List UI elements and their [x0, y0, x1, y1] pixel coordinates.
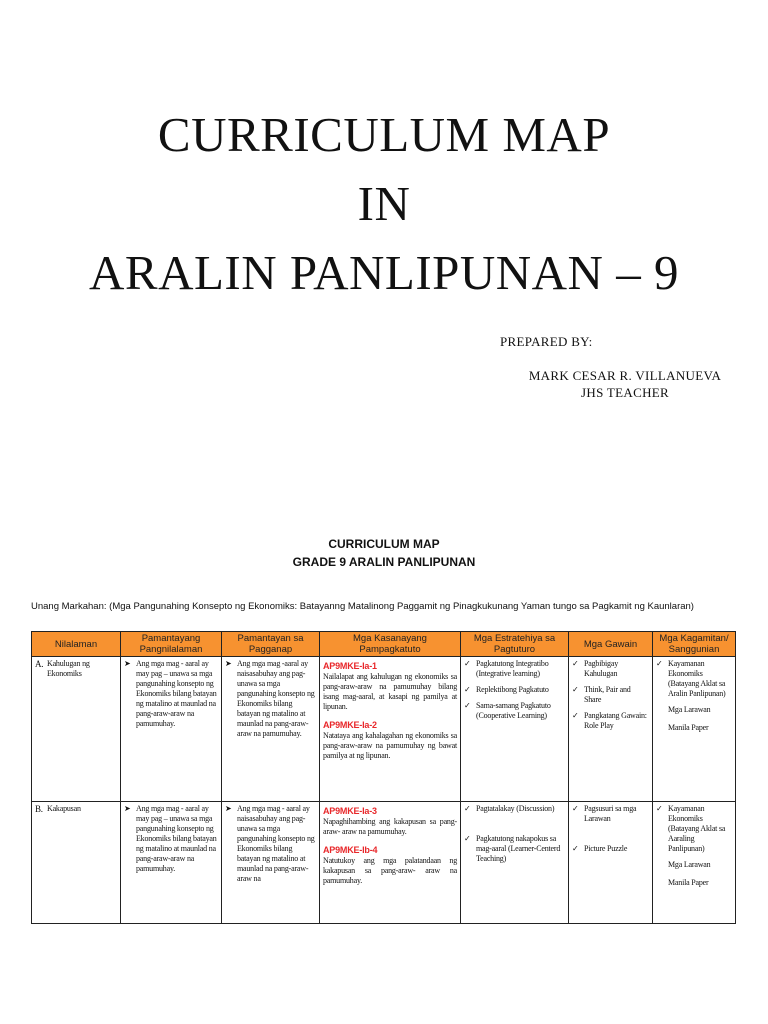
resource-item: Manila Paper [668, 723, 709, 732]
competencies-cell [320, 657, 461, 802]
header-pamantayang-pangnilalaman: Pamantayang Pangnilalaman [121, 632, 222, 657]
competency-text: Natutukoy ang mga palatandaan ng kakapusan sa pang-araw- araw na pamumuhay. [323, 856, 457, 885]
check-icon: ✓ [572, 659, 579, 668]
strategy-item: Pagkatutong Integratibo (Integrative learning) [476, 659, 549, 678]
performance-standard-text: Ang mga mag - aaral ay naisasabuhay ang pag-unawa sa mga pangunahing konsepto ng Ekonomiks bilang batayan ng matalino at maunlad na pang-araw-araw na [237, 804, 315, 883]
topic-letter: B. [35, 804, 43, 814]
arrow-bullet-icon: ➤ [225, 659, 232, 668]
header-kasanayang-pampagkatuto: Mga Kasanayang Pampagkatuto [320, 632, 461, 657]
competency-text: Natataya ang kahalagahan ng ekonomiks sa pang-araw-araw na pamumuhay ng bawat pamilya at ng lipunan. [323, 731, 457, 760]
strategy-item: Replektibong Pagkatuto [476, 685, 549, 694]
competencies-cell [320, 802, 461, 924]
competency-text: Napaghihambing ang kakapusan sa pang-araw- araw na pamumuhay. [323, 817, 457, 836]
content-standard-cell [121, 802, 222, 924]
arrow-bullet-icon: ➤ [225, 804, 232, 813]
topic-label: Kahulugan ng Ekonomiks [47, 659, 90, 678]
strategies-cell [461, 802, 569, 924]
topic-label: Kakapusan [47, 804, 81, 813]
prepared-by-label: PREPARED BY: [500, 334, 593, 349]
competency-code: AP9MKE-Ia-1 [323, 661, 377, 671]
content-standard-text: Ang mga mag - aaral ay may pag – unawa sa mga pangunahing konsepto ng Ekonomiks bilang batayan ng matalino at maunlad na pang-araw-araw na pamumuhay. [136, 804, 217, 873]
topic-letter: A. [35, 659, 44, 669]
resource-item: Mga Larawan [668, 705, 711, 714]
topic-cell [32, 802, 121, 924]
check-icon: ✓ [572, 804, 579, 813]
cover-title [0, 100, 768, 307]
check-icon: ✓ [464, 701, 471, 710]
check-icon: ✓ [572, 844, 579, 853]
strategy-item: Pagtatalakay (Discussion) [476, 804, 555, 813]
document-subtitle: GRADE 9 ARALIN PANLIPUNAN [292, 555, 476, 569]
check-icon: ✓ [572, 711, 579, 720]
curriculum-table [31, 631, 736, 924]
table-header-row [32, 632, 736, 657]
cover-title-line-3: ARALIN PANLIPUNAN – 9 [89, 245, 679, 300]
topic-cell [32, 657, 121, 802]
strategy-item: Pagkatutong nakapokus sa mag-aaral (Learner-Centerd Teaching) [476, 834, 561, 863]
activity-item: Pagbibigay Kahulugan [584, 659, 618, 678]
content-standard-cell [121, 657, 222, 802]
strategy-item: Sama-samang Pagkatuto (Cooperative Learning) [476, 701, 551, 720]
arrow-bullet-icon: ➤ [124, 659, 131, 668]
quarter-description: Unang Markahan: (Mga Pangunahing Konsepto ng Ekonomiks: Batayanng Matalinong Paggamit ng Pinagkukunang Yaman tungo sa Pagkamit ng Kaunlaran) [31, 601, 694, 612]
document-title-main: CURRICULUM MAP [328, 537, 440, 551]
cover-title-line-1: CURRICULUM MAP [157, 107, 611, 162]
arrow-bullet-icon: ➤ [124, 804, 131, 813]
header-nilalaman: Nilalaman [32, 632, 121, 657]
resource-item: Kayamanan Ekonomiks (Batayang Aklat sa Aaraling Panlipunan) [668, 804, 726, 853]
activity-item: Pangkatang Gawain: Role Play [584, 711, 647, 730]
check-icon: ✓ [656, 659, 663, 668]
check-icon: ✓ [464, 659, 471, 668]
resource-item: Kayamanan Ekonomiks (Batayang Aklat sa Aralin Panlipunan) [668, 659, 726, 698]
check-icon: ✓ [464, 804, 471, 813]
table-row [32, 802, 736, 924]
header-pamantayan-sa-pagganap: Pamantayan sa Pagganap [222, 632, 320, 657]
author-role: JHS TEACHER [581, 385, 669, 400]
cover-title-line-2: IN [357, 176, 411, 231]
competency-code: AP9MKE-Ia-2 [323, 720, 377, 730]
activity-item: Picture Puzzle [584, 844, 628, 853]
resource-item: Manila Paper [668, 878, 709, 887]
competency-code: AP9MKE-Ib-4 [323, 845, 378, 855]
activity-item: Pagsusuri sa mga Larawan [584, 804, 637, 823]
activity-item: Think, Pair and Share [584, 685, 631, 704]
header-gawain: Mga Gawain [569, 632, 653, 657]
document-title [0, 535, 768, 571]
header-estratehiya: Mga Estratehiya sa Pagtuturo [461, 632, 569, 657]
check-icon: ✓ [464, 834, 471, 843]
check-icon: ✓ [656, 804, 663, 813]
resources-cell [653, 657, 736, 802]
check-icon: ✓ [464, 685, 471, 694]
activities-cell [569, 657, 653, 802]
resource-item: Mga Larawan [668, 860, 711, 869]
performance-standard-cell [222, 802, 320, 924]
check-icon: ✓ [572, 685, 579, 694]
table-row [32, 657, 736, 802]
author-block [505, 367, 745, 401]
strategies-cell [461, 657, 569, 802]
performance-standard-text: Ang mga mag -aaral ay naisasabuhay ang pag-unawa sa mga pangunahing konsepto ng Ekonomiks bilang batayan ng matalino at maunlad na pang-araw-araw na pamumuhay. [237, 659, 315, 738]
competency-code: AP9MKE-Ia-3 [323, 806, 377, 816]
activities-cell [569, 802, 653, 924]
content-standard-text: Ang mga mag - aaral ay may pag – unawa sa mga pangunahing konsepto ng Ekonomiks bilang batayan ng matalino at maunlad na pang-araw-araw na pamumuhay. [136, 659, 217, 728]
resources-cell [653, 802, 736, 924]
author-name: MARK CESAR R. VILLANUEVA [528, 368, 722, 383]
header-kagamitan: Mga Kagamitan/ Sanggunian [653, 632, 736, 657]
performance-standard-cell [222, 657, 320, 802]
competency-text: Nailalapat ang kahulugan ng ekonomiks sa pang-araw-araw na pamumuhay bilang isang mag-aaral, at kasapi ng pamilya at lipunan. [323, 672, 457, 711]
